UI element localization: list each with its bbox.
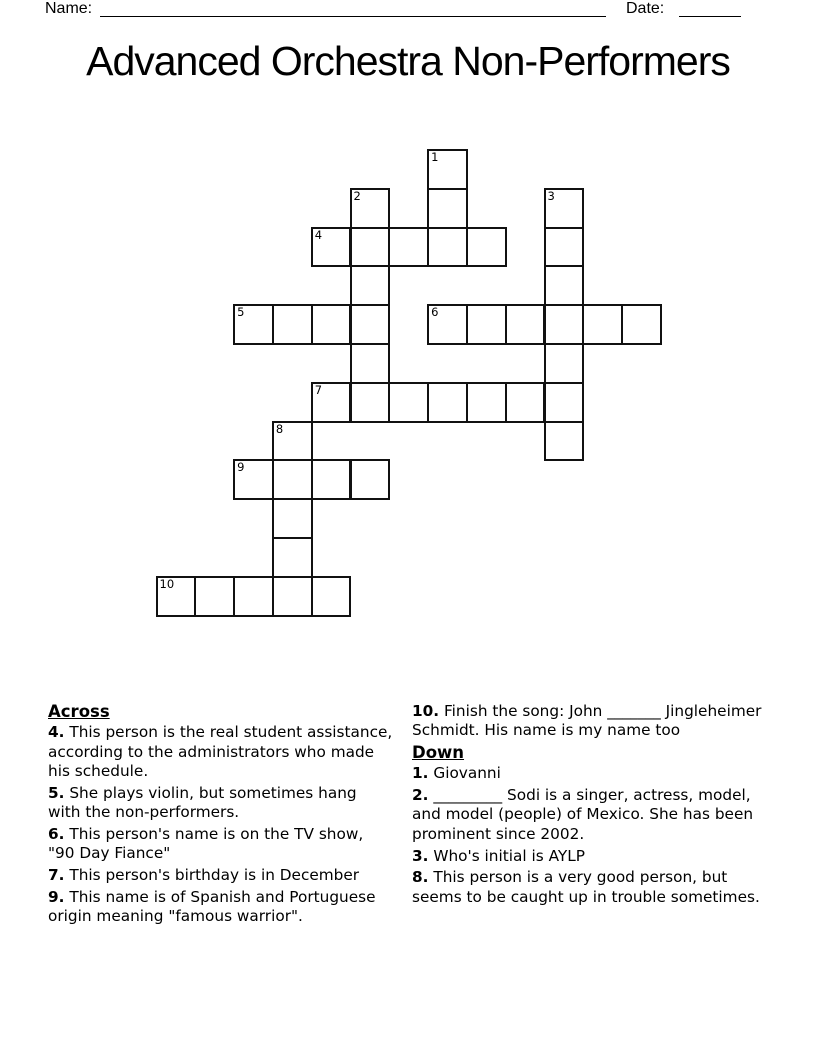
grid-cell[interactable] xyxy=(427,149,468,190)
grid-cell[interactable] xyxy=(350,459,391,500)
clue-item-number: 8. xyxy=(412,868,429,887)
clues-column-left xyxy=(48,702,393,929)
clue-item-text: She plays violin, but sometimes hang with the non-performers. xyxy=(48,783,357,821)
grid-cell[interactable] xyxy=(350,343,391,384)
clue-item xyxy=(412,786,769,844)
cell-clue-number: 6 xyxy=(431,305,439,320)
clue-item xyxy=(48,825,393,864)
grid-cell[interactable] xyxy=(272,537,313,578)
grid-cell[interactable] xyxy=(582,304,623,345)
grid-cell[interactable] xyxy=(427,382,468,423)
grid-cell[interactable] xyxy=(466,382,507,423)
clue-item-text: This person's name is on the TV show, "90 Day Fiance" xyxy=(48,824,364,863)
grid-cell[interactable] xyxy=(544,188,585,229)
grid-cell[interactable] xyxy=(272,304,313,345)
clue-item xyxy=(48,866,393,885)
across-heading: Across xyxy=(48,702,110,721)
grid-cell[interactable] xyxy=(156,576,197,617)
grid-cell[interactable] xyxy=(233,304,274,345)
clue-item-number: 5. xyxy=(48,783,65,802)
grid-cell[interactable] xyxy=(272,576,313,617)
page-title: Advanced Orchestra Non-Performers xyxy=(86,38,730,84)
grid-cell[interactable] xyxy=(233,576,274,617)
grid-cell[interactable] xyxy=(466,304,507,345)
clue-item-number: 10. xyxy=(412,702,440,720)
grid-cell[interactable] xyxy=(388,227,429,268)
clue-item xyxy=(48,888,393,927)
grid-cell[interactable] xyxy=(350,265,391,306)
clue-item-text: This person is a very good person, but seems to be caught up in trouble sometimes. xyxy=(412,868,760,906)
grid-cell[interactable] xyxy=(544,421,585,462)
date-label: Date: xyxy=(626,0,665,17)
grid-cell[interactable] xyxy=(311,576,352,617)
clue-item-text: Finish the song: John _______ Jingleheimer Schmidt. His name is my name too xyxy=(412,702,762,740)
grid-cell[interactable] xyxy=(272,459,313,500)
grid-cell[interactable] xyxy=(350,382,391,423)
clue-item-text: _________ Sodi is a singer, actress, model, and model (people) of Mexico. She has been prominent since 2002. xyxy=(412,786,754,843)
clue-item-number: 2. xyxy=(412,786,429,805)
clue-item-number: 7. xyxy=(48,865,65,884)
grid-cell[interactable] xyxy=(505,304,546,345)
grid-cell[interactable] xyxy=(311,227,352,268)
grid-cell[interactable] xyxy=(350,227,391,268)
cell-clue-number: 9 xyxy=(237,460,245,475)
grid-cell[interactable] xyxy=(272,498,313,539)
clues-column-right xyxy=(412,702,769,909)
grid-cell[interactable] xyxy=(544,265,585,306)
clue-item xyxy=(412,868,769,907)
clue-item xyxy=(48,723,393,781)
clue-item xyxy=(412,764,769,783)
grid-cell[interactable] xyxy=(311,459,352,500)
cell-clue-number: 2 xyxy=(353,188,361,203)
clue-item xyxy=(412,702,769,741)
grid-cell[interactable] xyxy=(505,382,546,423)
grid-cell[interactable] xyxy=(544,382,585,423)
grid-cell[interactable] xyxy=(427,188,468,229)
down-heading: Down xyxy=(412,743,465,763)
clue-item-number: 3. xyxy=(412,846,429,865)
grid-cell[interactable] xyxy=(194,576,235,617)
grid-cell[interactable] xyxy=(544,304,585,345)
clue-item-text: This person's birthday is in December xyxy=(69,865,360,884)
cell-clue-number: 7 xyxy=(314,382,323,397)
clue-item-text: This person is the real student assistance, according to the administrators who made his schedule. xyxy=(48,723,393,780)
clue-item xyxy=(48,784,393,823)
cell-clue-number: 8 xyxy=(275,421,284,436)
grid-cell[interactable] xyxy=(388,382,429,423)
clue-item-number: 4. xyxy=(48,723,65,742)
grid-cell[interactable] xyxy=(350,188,391,229)
cell-clue-number: 3 xyxy=(547,188,555,203)
name-label: Name: xyxy=(45,0,93,17)
grid-cell[interactable] xyxy=(427,304,468,345)
clue-item-number: 6. xyxy=(48,824,65,843)
clue-item-number: 1. xyxy=(412,764,429,783)
clue-item-text: This name is of Spanish and Portuguese origin meaning "famous warrior". xyxy=(48,887,376,925)
grid-cell[interactable] xyxy=(311,382,352,423)
cell-clue-number: 10 xyxy=(159,576,175,591)
grid-cell[interactable] xyxy=(544,343,585,384)
clue-item-text: Giovanni xyxy=(433,764,501,783)
grid-cell[interactable] xyxy=(233,459,274,500)
grid-cell[interactable] xyxy=(544,227,585,268)
clue-item-number: 9. xyxy=(48,887,65,906)
grid-cell[interactable] xyxy=(311,304,352,345)
grid-cell[interactable] xyxy=(350,304,391,345)
grid-cell[interactable] xyxy=(272,421,313,462)
cell-clue-number: 5 xyxy=(237,305,245,320)
cell-clue-number: 4 xyxy=(314,227,323,242)
grid-cell[interactable] xyxy=(621,304,662,345)
grid-cell[interactable] xyxy=(466,227,507,268)
grid-cell[interactable] xyxy=(427,227,468,268)
cell-clue-number: 1 xyxy=(431,150,439,164)
clue-item xyxy=(412,847,769,866)
clue-item-text: Who's initial is AYLP xyxy=(433,846,585,865)
